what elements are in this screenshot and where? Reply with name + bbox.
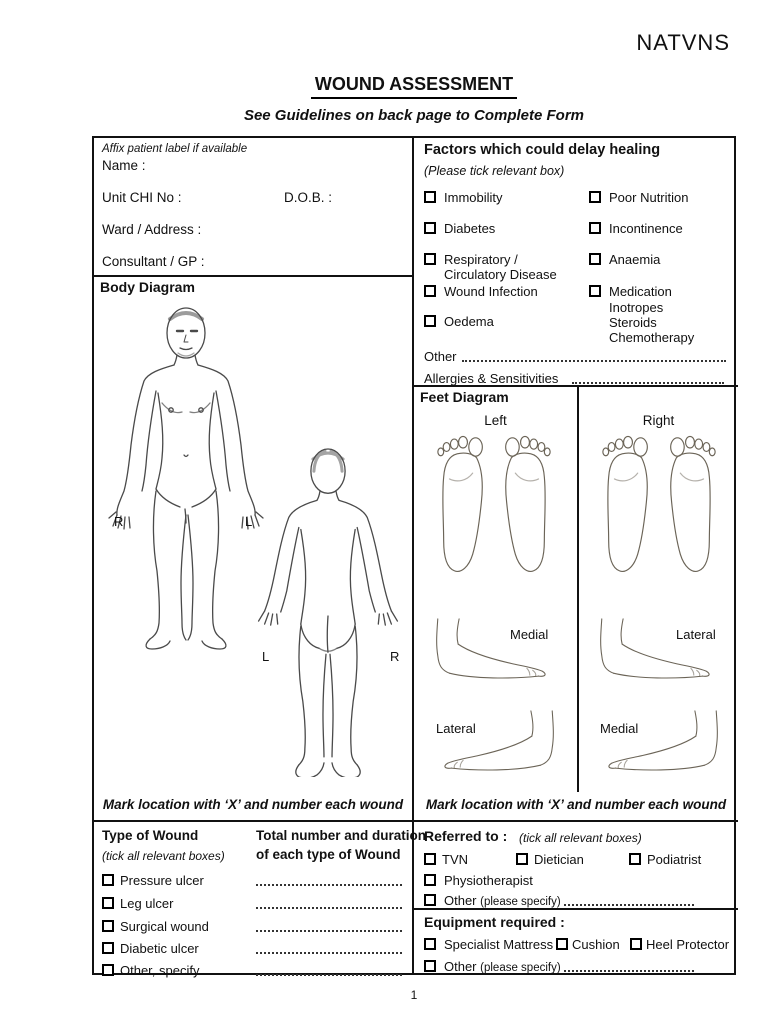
affix-label-note: Affix patient label if available [102,143,248,155]
body-back-figure[interactable] [252,445,404,777]
incontinence-label: Incontinence [609,221,683,236]
ward-address-field-label: Ward / Address : [102,222,202,237]
right-foot-dorsal-sketch[interactable] [661,431,719,581]
feet-diagram-title: Feet Diagram [420,389,509,405]
back-right-side-label: R [390,649,400,664]
type-of-wound-section [94,822,426,978]
pressure-ulcer-checkbox[interactable] [102,874,114,886]
tvn-checkbox[interactable] [424,853,436,865]
left-foot-medial-label: Medial [510,627,549,642]
factors-title: Factors which could delay healing [424,142,661,158]
cushion-label: Cushion [572,937,620,952]
referred-other-label [444,893,561,908]
patient-details-section [94,138,412,277]
form-main-box [92,136,736,978]
oedema-label: Oedema [444,314,494,329]
specialist-mattress-label: Specialist Mattress [444,937,554,952]
equipment-other-checkbox[interactable] [424,960,436,972]
surgical-wound-write-line[interactable] [256,929,402,932]
wound-infection-label: Wound Infection [444,284,538,299]
right-foot-medial-label: Medial [600,721,639,736]
page-title: WOUND ASSESSMENT [311,74,517,99]
other-wound-checkbox[interactable] [102,964,114,976]
leg-ulcer-write-line[interactable] [256,906,402,909]
equipment-required-section [414,910,738,977]
front-right-side-label: R [114,514,124,529]
left-foot-lateral-label: Lateral [436,721,476,736]
body-diagram-title: Body Diagram [100,279,195,295]
right-foot-column-label: Right [642,413,675,428]
page-subtitle: See Guidelines on back page to Complete Form [243,107,585,124]
respiratory-circulatory-checkbox[interactable] [424,253,436,265]
body-front-figure[interactable] [100,303,270,651]
immobility-label: Immobility [444,190,503,205]
left-foot-dorsal-sketch[interactable] [434,431,492,581]
referred-other-note: (please specify) [480,896,561,908]
brand-logo-text: NATVNS [636,30,730,55]
feet-diagram-section [414,387,738,822]
tvn-label: TVN [442,852,468,867]
type-of-wound-title: Type of Wound [102,828,199,843]
surgical-wound-label: Surgical wound [120,919,209,934]
specialist-mattress-checkbox[interactable] [424,938,436,950]
heel-protector-label: Heel Protector [646,937,730,952]
anaemia-checkbox[interactable] [589,253,601,265]
other-wound-write-line[interactable] [256,973,402,976]
poor-nutrition-label: Poor Nutrition [609,190,689,205]
name-field-label: Name : [102,158,146,173]
heel-protector-checkbox[interactable] [630,938,642,950]
medication-inotropes-label: Inotropes [609,300,664,315]
medication-steroids-label: Steroids [609,315,657,330]
allergies-label: Allergies & Sensitivities [424,371,559,386]
feet-column-divider [577,387,579,792]
right-foot-medial-sketch[interactable] [596,709,726,771]
left-foot-column-label: Left [484,413,507,428]
page-number: 1 [410,988,418,1002]
factors-other-write-line[interactable] [462,359,726,362]
diabetic-ulcer-write-line[interactable] [256,951,402,954]
incontinence-checkbox[interactable] [589,222,601,234]
factors-other-label: Other [424,349,457,364]
podiatrist-label: Podiatrist [647,852,702,867]
body-diagram-caption: Mark location with ‘X’ and number each wound [102,797,404,812]
diabetes-checkbox[interactable] [424,222,436,234]
surgical-wound-checkbox[interactable] [102,920,114,932]
left-foot-lateral-sketch[interactable] [432,709,562,771]
dietician-checkbox[interactable] [516,853,528,865]
equipment-other-label [444,959,561,974]
medication-chemotherapy-label: Chemotherapy [609,330,695,345]
referred-to-note: (tick all relevant boxes) [519,831,642,845]
podiatrist-checkbox[interactable] [629,853,641,865]
right-foot-lateral-label: Lateral [676,627,716,642]
physiotherapist-label: Physiotherapist [444,873,533,888]
diabetic-ulcer-label: Diabetic ulcer [120,941,199,956]
total-number-header-line1: Total number and duration [256,828,426,843]
referred-to-title: Referred to : [424,828,508,844]
poor-nutrition-checkbox[interactable] [589,191,601,203]
equipment-other-note: (please specify) [480,962,561,974]
delay-factors-section [414,138,738,387]
back-left-side-label: L [262,649,270,664]
wound-infection-checkbox[interactable] [424,285,436,297]
respiratory-circulatory-label: Respiratory / Circulatory Disease [444,252,557,282]
body-diagram-section [94,277,412,822]
equipment-other-write-line[interactable] [564,969,694,972]
medication-checkbox[interactable] [589,285,601,297]
factors-note: (Please tick relevant box) [424,164,565,178]
diabetic-ulcer-checkbox[interactable] [102,942,114,954]
equipment-title: Equipment required : [424,914,565,930]
type-of-wound-note: (tick all relevant boxes) [102,849,225,863]
front-left-side-label: L [245,514,253,529]
unit-chi-field-label: Unit CHI No : [102,190,182,205]
referred-other-checkbox[interactable] [424,894,436,906]
other-wound-label: Other, specify [120,963,200,978]
dob-field-label: D.O.B. : [284,190,333,205]
right-foot-plantar-sketch[interactable] [599,431,657,581]
referred-other-text: Other [444,893,477,908]
consultant-gp-field-label: Consultant / GP : [102,254,205,269]
cushion-checkbox[interactable] [556,938,568,950]
dietician-label: Dietician [534,852,584,867]
referred-to-section [414,822,738,910]
medication-label: Medication [609,284,672,299]
pressure-ulcer-label: Pressure ulcer [120,873,204,888]
diabetes-label: Diabetes [444,221,496,236]
anaemia-label: Anaemia [609,252,661,267]
equipment-other-text: Other [444,959,477,974]
leg-ulcer-checkbox[interactable] [102,897,114,909]
feet-diagram-caption: Mark location with ‘X’ and number each wound [425,797,727,812]
pressure-ulcer-write-line[interactable] [256,883,402,886]
allergies-write-line[interactable] [572,381,724,384]
leg-ulcer-label: Leg ulcer [120,896,174,911]
left-foot-plantar-sketch[interactable] [496,431,554,581]
total-number-header-line2: of each type of Wound [256,847,401,862]
referred-other-write-line[interactable] [564,903,694,906]
oedema-checkbox[interactable] [424,315,436,327]
immobility-checkbox[interactable] [424,191,436,203]
physiotherapist-checkbox[interactable] [424,874,436,886]
